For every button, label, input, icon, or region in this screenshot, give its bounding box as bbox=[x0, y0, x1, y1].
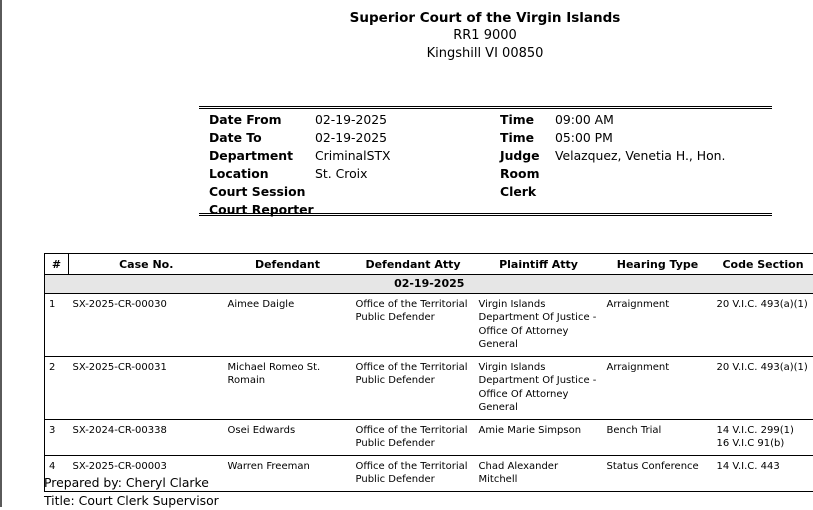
code-section: 20 V.I.C. 493(a)(1) bbox=[713, 356, 813, 419]
date-to-value: 02-19-2025 bbox=[315, 129, 387, 147]
code-section: 14 V.I.C. 443 bbox=[713, 455, 813, 491]
col-header-code-section: Code Section bbox=[713, 254, 813, 275]
time-start-value: 09:00 AM bbox=[555, 111, 614, 129]
date-from-value: 02-19-2025 bbox=[315, 111, 387, 129]
preparer-title: Title: Court Clerk Supervisor bbox=[44, 492, 219, 510]
date-group-label: 02-19-2025 bbox=[45, 275, 813, 294]
defendant-name: Warren Freeman bbox=[224, 455, 352, 491]
table-row bbox=[45, 419, 813, 455]
time-end-value: 05:00 PM bbox=[555, 129, 613, 147]
location-label: Location bbox=[209, 165, 269, 183]
hearing-type: Bench Trial bbox=[603, 419, 713, 455]
session-info-box bbox=[199, 106, 772, 216]
col-header-hearing-type: Hearing Type bbox=[603, 254, 713, 275]
row-number: 1 bbox=[45, 293, 69, 356]
time-end-label: Time bbox=[500, 129, 534, 147]
case-number: SX-2024-CR-00338 bbox=[69, 419, 224, 455]
case-number: SX-2025-CR-00030 bbox=[69, 293, 224, 356]
defendant-attorney: Office of the Territorial Public Defender bbox=[352, 293, 475, 356]
date-group-row bbox=[45, 275, 813, 294]
judge-value: Velazquez, Venetia H., Hon. bbox=[555, 147, 725, 165]
defendant-attorney: Office of the Territorial Public Defender bbox=[352, 356, 475, 419]
date-to-label: Date To bbox=[209, 129, 262, 147]
judge-label: Judge bbox=[500, 147, 540, 165]
clerk-label: Clerk bbox=[500, 183, 536, 201]
row-number: 3 bbox=[45, 419, 69, 455]
plaintiff-attorney: Virgin Islands Department Of Justice - Office Of Attorney General bbox=[475, 356, 603, 419]
hearing-type: Status Conference bbox=[603, 455, 713, 491]
table-row bbox=[45, 293, 813, 356]
court-name: Superior Court of the Virgin Islands bbox=[300, 9, 670, 27]
case-number: SX-2025-CR-00003 bbox=[69, 455, 224, 491]
table-row bbox=[45, 356, 813, 419]
location-value: St. Croix bbox=[315, 165, 367, 183]
hearing-table bbox=[44, 253, 813, 492]
defendant-name: Aimee Daigle bbox=[224, 293, 352, 356]
court-reporter-label: Court Reporter bbox=[209, 201, 314, 219]
plaintiff-attorney: Chad Alexander Mitchell bbox=[475, 455, 603, 491]
department-label: Department bbox=[209, 147, 293, 165]
plaintiff-attorney: Amie Marie Simpson bbox=[475, 419, 603, 455]
col-header-number: # bbox=[45, 254, 69, 275]
col-header-defendant: Defendant bbox=[224, 254, 352, 275]
defendant-attorney: Office of the Territorial Public Defender bbox=[352, 455, 475, 491]
plaintiff-attorney: Virgin Islands Department Of Justice - Office Of Attorney General bbox=[475, 293, 603, 356]
col-header-plaintiff-atty: Plaintiff Atty bbox=[475, 254, 603, 275]
hearing-type: Arraignment bbox=[603, 356, 713, 419]
row-number: 2 bbox=[45, 356, 69, 419]
department-value: CriminalSTX bbox=[315, 147, 391, 165]
court-address-line1: RR1 9000 bbox=[300, 27, 670, 45]
code-section: 20 V.I.C. 493(a)(1) bbox=[713, 293, 813, 356]
case-number: SX-2025-CR-00031 bbox=[69, 356, 224, 419]
col-header-case-no: Case No. bbox=[69, 254, 224, 275]
col-header-defendant-atty: Defendant Atty bbox=[352, 254, 475, 275]
court-header bbox=[300, 9, 670, 63]
defendant-attorney: Office of the Territorial Public Defender bbox=[352, 419, 475, 455]
court-session-label: Court Session bbox=[209, 183, 305, 201]
prepared-by: Prepared by: Cheryl Clarke bbox=[44, 474, 219, 492]
report-footer bbox=[44, 474, 219, 510]
row-number: 4 bbox=[45, 455, 69, 491]
defendant-name: Osei Edwards bbox=[224, 419, 352, 455]
time-start-label: Time bbox=[500, 111, 534, 129]
defendant-name: Michael Romeo St. Romain bbox=[224, 356, 352, 419]
hearing-type: Arraignment bbox=[603, 293, 713, 356]
code-section: 14 V.I.C. 299(1) 16 V.I.C 91(b) bbox=[713, 419, 813, 455]
room-label: Room bbox=[500, 165, 539, 183]
page-left-border bbox=[0, 0, 2, 507]
court-address-line2: Kingshill VI 00850 bbox=[300, 45, 670, 63]
date-from-label: Date From bbox=[209, 111, 282, 129]
table-header-row bbox=[45, 254, 813, 275]
